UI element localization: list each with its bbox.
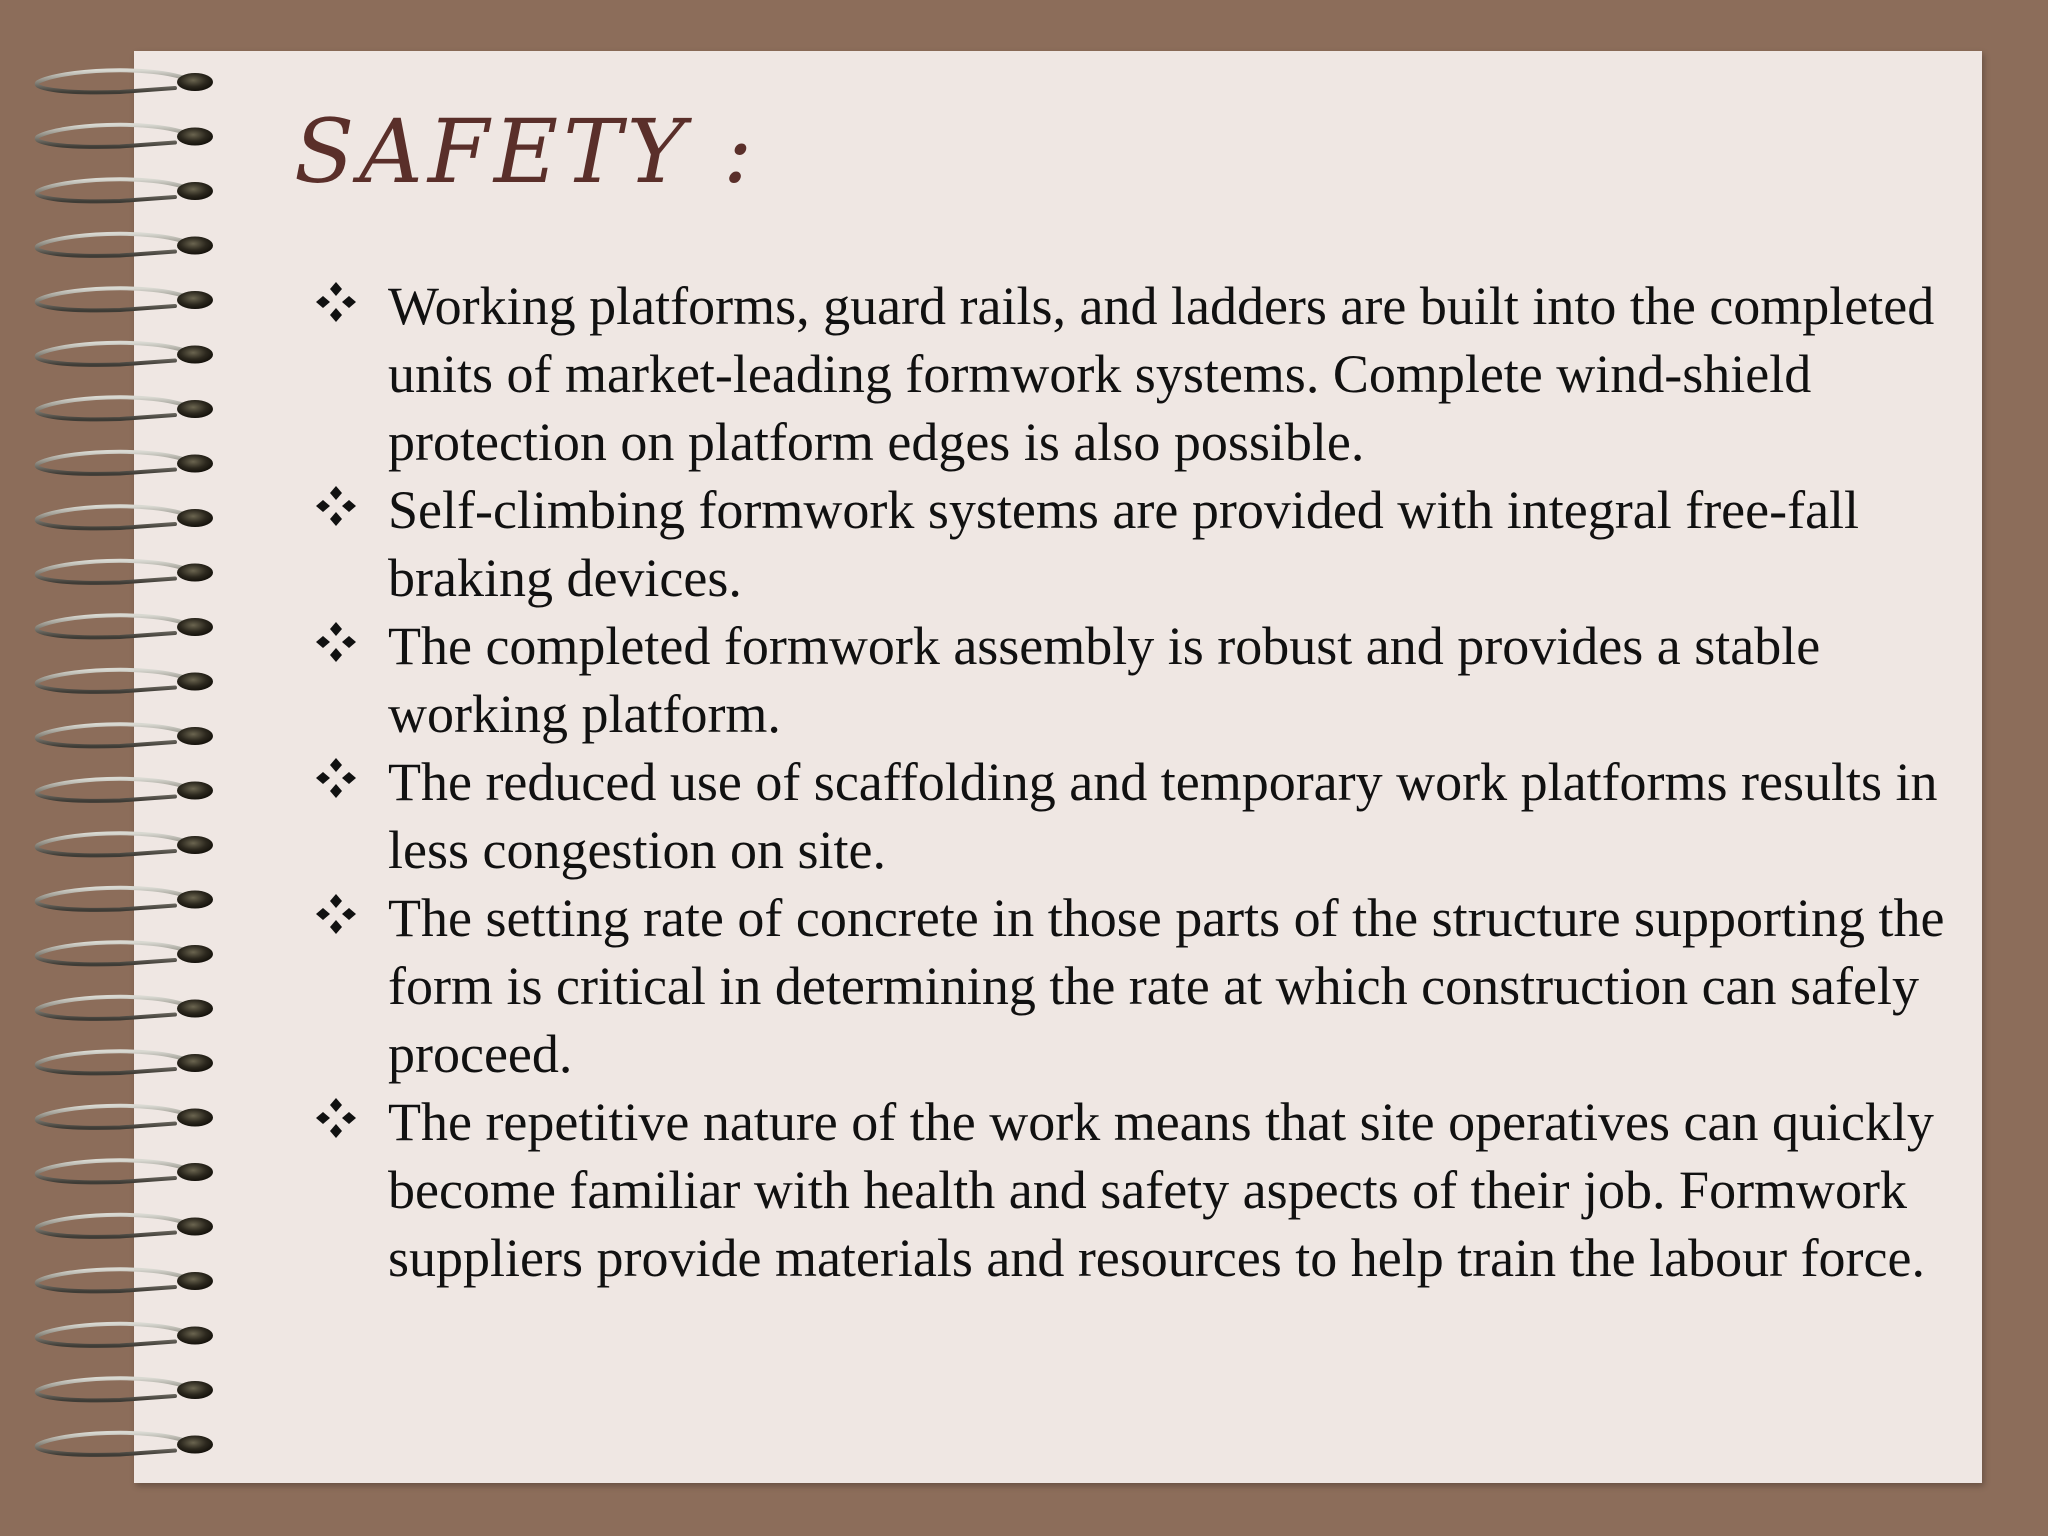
binding-hole: [177, 836, 213, 854]
binding-hole: [177, 1381, 213, 1399]
four-diamond-bullet-icon: [314, 484, 358, 528]
spiral-ring: [37, 615, 190, 637]
bullet-text: Working platforms, guard rails, and ladders are built into the completed units of market-leading formwork systems. Complete wind-shield protection on platform edges is also possible.: [388, 276, 1935, 472]
binding-hole: [177, 1163, 213, 1181]
spiral-ring: [37, 288, 190, 310]
spiral-ring: [37, 125, 190, 147]
spiral-ring: [37, 670, 190, 692]
binding-hole: [177, 945, 213, 963]
spiral-ring: [37, 888, 190, 910]
bullet-text: The repetitive nature of the work means that site operatives can quickly become familiar with health and safety aspects of their job. Formwork suppliers provide materials and resources to help train the labour force.: [388, 1092, 1934, 1288]
four-diamond-bullet-icon: [314, 756, 358, 800]
binding-hole: [177, 1054, 213, 1072]
binding-hole: [177, 1109, 213, 1127]
spiral-ring: [37, 724, 190, 746]
spiral-ring: [37, 1106, 190, 1128]
binding-hole: [177, 891, 213, 909]
binding-hole: [177, 400, 213, 418]
spiral-ring: [37, 397, 190, 419]
bullet-item: [314, 748, 1982, 884]
spiral-ring: [37, 1378, 190, 1400]
four-diamond-bullet-icon: [314, 280, 358, 324]
binding-hole: [177, 673, 213, 691]
spiral-ring: [37, 234, 190, 256]
spiral-ring: [37, 343, 190, 365]
spiral-ring: [37, 942, 190, 964]
binding-hole: [177, 73, 213, 91]
spiral-ring: [37, 1324, 190, 1346]
slide-title: SAFETY :: [294, 100, 758, 203]
four-diamond-bullet-icon: [314, 892, 358, 936]
spiral-ring: [37, 179, 190, 201]
binding-hole: [177, 1000, 213, 1018]
bullet-text: The completed formwork assembly is robust and provides a stable working platform.: [388, 616, 1821, 744]
binding-hole: [177, 291, 213, 309]
spiral-ring: [37, 997, 190, 1019]
binding-hole: [177, 455, 213, 473]
spiral-ring: [37, 779, 190, 801]
bullet-item: [314, 476, 1982, 612]
binding-hole: [177, 237, 213, 255]
four-diamond-bullet-icon: [314, 1096, 358, 1140]
spiral-ring: [37, 1160, 190, 1182]
binding-hole: [177, 564, 213, 582]
binding-hole: [177, 727, 213, 745]
bullet-text: The reduced use of scaffolding and temporary work platforms results in less congestion on site.: [388, 752, 1938, 880]
binding-hole: [177, 128, 213, 146]
bullet-text: Self-climbing formwork systems are provided with integral free-fall braking devices.: [388, 480, 1860, 608]
binding-hole: [177, 509, 213, 527]
spiral-ring: [37, 1215, 190, 1237]
bullet-text: The setting rate of concrete in those parts of the structure supporting the form is critical in determining the rate at which construction can safely proceed.: [388, 888, 1945, 1084]
binding-hole: [177, 618, 213, 636]
spiral-ring: [37, 1269, 190, 1291]
bullet-item: [314, 884, 1982, 1088]
spiral-ring: [37, 506, 190, 528]
spiral-ring: [37, 833, 190, 855]
binding-hole: [177, 182, 213, 200]
binding-hole: [177, 1272, 213, 1290]
spiral-ring: [37, 561, 190, 583]
binding-hole: [177, 782, 213, 800]
binding-hole: [177, 1436, 213, 1454]
four-diamond-bullet-icon: [314, 620, 358, 664]
bullet-item: [314, 1088, 1982, 1292]
binding-hole: [177, 1218, 213, 1236]
binding-hole: [177, 1327, 213, 1345]
spiral-binding-icon: [0, 0, 240, 1536]
spiral-ring: [37, 1051, 190, 1073]
bullet-item: [314, 612, 1982, 748]
binding-hole: [177, 346, 213, 364]
bullet-list: [314, 272, 1982, 1292]
bullet-item: [314, 272, 1982, 476]
spiral-ring: [37, 1433, 190, 1455]
spiral-ring: [37, 452, 190, 474]
spiral-ring: [37, 70, 190, 92]
